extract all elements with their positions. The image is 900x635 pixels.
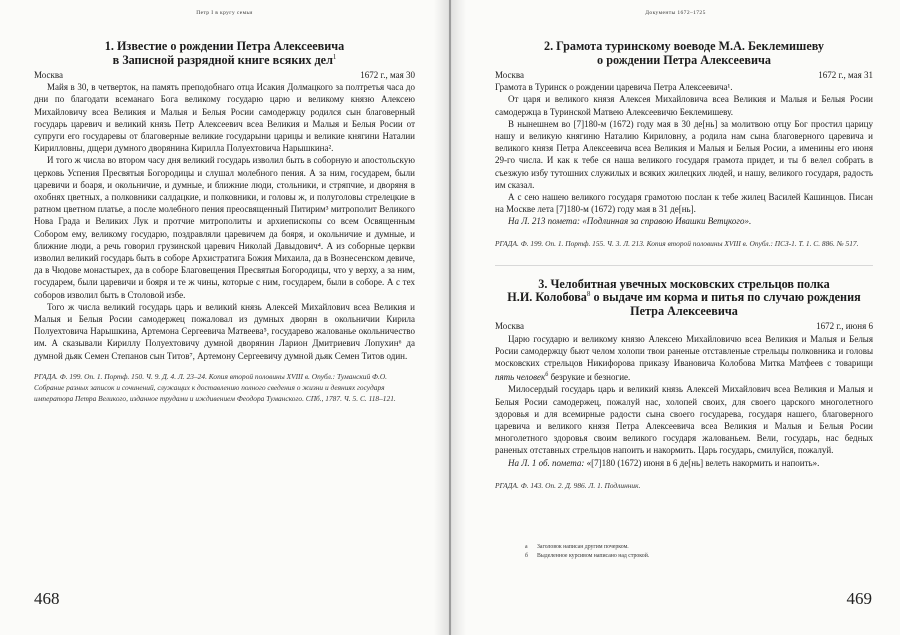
doc-2-place: Москва bbox=[495, 70, 524, 80]
right-page bbox=[451, 0, 900, 635]
doc-3-place-date bbox=[495, 320, 873, 332]
doc-2-citation: РГАДА. Ф. 199. Оп. 1. Портф. 155. Ч. 3. Л. 213. Копия второй половины XVIII в. Опубл.: ПСЗ-1. Т. 1. С. 886. № 517. bbox=[495, 238, 859, 248]
doc-3-p1-italic: пять человек bbox=[495, 372, 546, 383]
doc-1-title-note: 1 bbox=[332, 52, 337, 61]
doc-1-title-line-2-text: в Записной разрядной книге всяких дел bbox=[112, 52, 333, 67]
doc-1-place: Москва bbox=[34, 70, 63, 80]
footnote-b-text: Выделенное курсивом написано над строкой. bbox=[537, 553, 650, 559]
doc-3-paragraph-2: Милосердый государь царь и великий князь Алексей Михайлович всеа Великия и Малыя и Белыя Росии самодержец, пожалуй нас, холопей своих, для своего царского многолетного здоровья и для всемирные радости сына своего государева, государя нашего, благоверного царевича и великого князя Петра Алексеевича всеа Великия и Малыя и Белыя Росии многолетного здоровья своим великого государя жалованьем. Вели, государь, нас бедных раненых отставных стрельцов напоить и накормить. Царь государь, смилуйся, пожалуй. bbox=[495, 384, 873, 456]
left-page bbox=[0, 0, 449, 635]
footnotes bbox=[525, 543, 649, 561]
doc-3-note-text: «[7]180 (1672) июня в 6 де[нь] велеть накормить и напоить». bbox=[586, 457, 820, 468]
left-page-content bbox=[34, 40, 415, 404]
doc-3-body bbox=[495, 333, 873, 469]
doc-1-title bbox=[34, 40, 415, 67]
doc-2-paragraph-4: А с сею нашею великого государя грамотою послан к тебе жилец Василей Кашинцов. Писан на Москве лета [7]180-м (1672) году мая в 31 де[нь]. bbox=[495, 192, 873, 215]
doc-2-paragraph-3: В нынешнем во [7]180-м (1672) году мая в 30 де[нь] за молитвою отцу Бог простил царицу нашу и великую княгиню Наталию Кириловну, а родила нам сына благоверного царевича и великого князя Петра Алексеевича всеа Великия и Малыя и Белыя Росии, а именины его июня 29-го числа. И как к тебе ся наша великого государя грамота придет, и ты б велел собрать в съезжую избу тутошних служилых и всяких жилецких людей, и нашу, великого государя, радость им сказал. bbox=[495, 118, 873, 190]
right-page-content bbox=[495, 40, 873, 491]
doc-3-title-name: Н.И. Колобова bbox=[507, 290, 587, 305]
doc-2-body bbox=[495, 81, 873, 227]
doc-1-body bbox=[34, 81, 415, 362]
footnote-b bbox=[525, 552, 649, 561]
doc-1-citation: РГАДА. Ф. 199. Оп. 1. Портф. 150. Ч. 9. Д. 4. Л. 23–24. Копия второй половины XVIII в. Опубл.: Туманский Ф.О. Собрание разных записок и сочинений, служащих к доставлению полного сведения о жизни и деяниях государя императора Петра Великого, изданное трудами и иждивением Феодора Туманского. СПб., 1787. Ч. 5. С. 118–121. bbox=[34, 371, 396, 404]
doc-1-title-line-2 bbox=[34, 54, 415, 68]
doc-3-title-line-3: Петра Алексеевича bbox=[630, 303, 738, 318]
doc-3-place: Москва bbox=[495, 321, 524, 332]
footnote-a-text: Заголовок написан другим почерком. bbox=[537, 544, 629, 550]
doc-3-title-line-2 bbox=[495, 291, 873, 305]
doc-1-title-line-1: 1. Известие о рождении Петра Алексеевича bbox=[104, 39, 345, 53]
section-divider bbox=[495, 265, 873, 266]
doc-3-p1-note: б bbox=[545, 372, 549, 379]
footnote-a-mark: а bbox=[525, 544, 528, 550]
page-number-right: 469 bbox=[846, 589, 872, 608]
doc-2-title bbox=[495, 40, 873, 67]
doc-1-place-date bbox=[34, 69, 415, 81]
doc-1-paragraph-3: Того ж числа великий государь царь и великий князь Алексей Михайлович всеа Великия и Малыя и Белыя Росии самодержец пожаловал из думных дворян в окольничии Кирила Полуехтовича Нарышкина, Артемона Сергеевича Матвеева⁵, государево жалованье окольничество им. А сказывали Кириллу Полуехтовичу думной дворянин Ларион Дмитриевич Лопухин⁶ да думной дьяк Семен Степанов сын Титов⁷, Артемону Сергеевичу думной дьяк Семен Титов один. bbox=[34, 301, 415, 361]
book-gutter-shadow bbox=[434, 0, 466, 635]
doc-2-place-date bbox=[495, 69, 873, 81]
doc-3-date: 1672 г., июня 6 bbox=[816, 321, 873, 332]
doc-2-title-line-1: 2. Грамота туринскому воеводе М.А. Беклемишеву bbox=[543, 39, 825, 53]
doc-2-paragraph-2: От царя и великого князя Алексея Михайловича всеа Великия и Малыя и Белыя Росии самодержца в Туринской Матвею Алексеевичю Беклемишеву. bbox=[495, 94, 873, 117]
doc-3-title bbox=[495, 278, 873, 319]
doc-3-title-line-1: 3. Челобитная увечных московских стрельцов полка bbox=[538, 276, 830, 291]
doc-3-p1-tail: безрукие и безногие. bbox=[548, 372, 631, 383]
doc-1-paragraph-2: И того ж числа во втором часу дня великий государь изволил быть в соборную и апостольскую церковь Успения Пресвятыя Богородицы и слушал молебного пения. А за ним, государем, были царевичи и боаря, и окольничие, и думные, и ближние люди, стольники, и стряпчие, и дворяня в охобнях цветных, а полковники салдацкие, и полковники, и головы ж, и полуголовы стрелецкие в ратном цветном платье, а после молебного пения преосвященный Питирим³ митрополит Великого Нова Града и Великих Лук и протчие митрополиты и архиепископы со всем Освященным Собором ему, великому государю, поздравляли царевичем да бояря, и окольничие и думные, и ближние люди, а речь говорил грузинской царевич Николай Давыдович⁴. А из соборные церкви изволил великий государь быть в соборе Архистратига Божия Михаила, да в Вознесенском девиче, да в Чюдове монастырех, да в соборе Благовещения Пресвятыя Богородицы, что у верху, а за ним, государем, были царевичи и бояря и те ж чины, которые с ним, государем, были в соборе. А с тех соборов изволил быть в Столовой избе. bbox=[34, 155, 415, 300]
doc-3-paragraph-1 bbox=[495, 333, 873, 384]
doc-2-date: 1672 г., мая 31 bbox=[818, 70, 873, 80]
doc-2-title-line-2: о рождении Петра Алексеевича bbox=[597, 52, 771, 67]
doc-3-citation: РГАДА. Ф. 143. Оп. 2. Д. 986. Л. 1. Подлинник. bbox=[495, 480, 641, 490]
footnote-a bbox=[525, 543, 649, 552]
running-head-left: Петр I в кругу семьи bbox=[196, 10, 253, 16]
doc-1-date: 1672 г., мая 30 bbox=[360, 70, 415, 80]
doc-2-note: На Л. 213 помета: «Подлинная за справою Ивашки Ветцкого». bbox=[508, 216, 752, 227]
doc-2-paragraph-1: Грамота в Туринск о рождении царевича Петра Алексеевича¹. bbox=[495, 82, 733, 93]
doc-3-note bbox=[495, 457, 873, 469]
doc-3-note-label: На Л. 1 об. помета: bbox=[508, 457, 587, 468]
footnote-b-mark: б bbox=[525, 553, 528, 559]
doc-3-p1-text: Царю государю и великому князю Алексею Михайловичю всеа Великия и Малыя и Белыя Росии самодержцу бьют челом холопи твои раненые отставленые стрельцы полковника и головы московских стрельцов Никифорова приказу Ивановича Колобова Митка Матфеев с товарищи bbox=[495, 333, 873, 368]
running-head-right: Документы 1672–1725 bbox=[645, 10, 706, 16]
doc-3-title-rest: о выдаче им корма и питья по случаю рождения bbox=[590, 290, 861, 305]
doc-1-paragraph-1: Майя в 30, в четверток, на память преподобнаго отца Исакия Долмацкого за полтретья часа до дни по благодати всеманаго Бога великому государю царю и великому князю Алексею Михайловичу всеа Великия и Малыя и Белыя Росии самодержцу родился сын благоверный государь царевич и великий князь Петр Алексеевич всеа Великия и Малыя и Белыя Росии от супруги его государевы от благоверные великие государыни царицы и великие княгини Наталии Кирилловны, дщери думного дворянина Кирилла Полуехтовича Нарышкина². bbox=[34, 82, 415, 154]
page-number-left: 468 bbox=[34, 589, 60, 608]
doc-3-title-note: 8 bbox=[586, 290, 591, 299]
